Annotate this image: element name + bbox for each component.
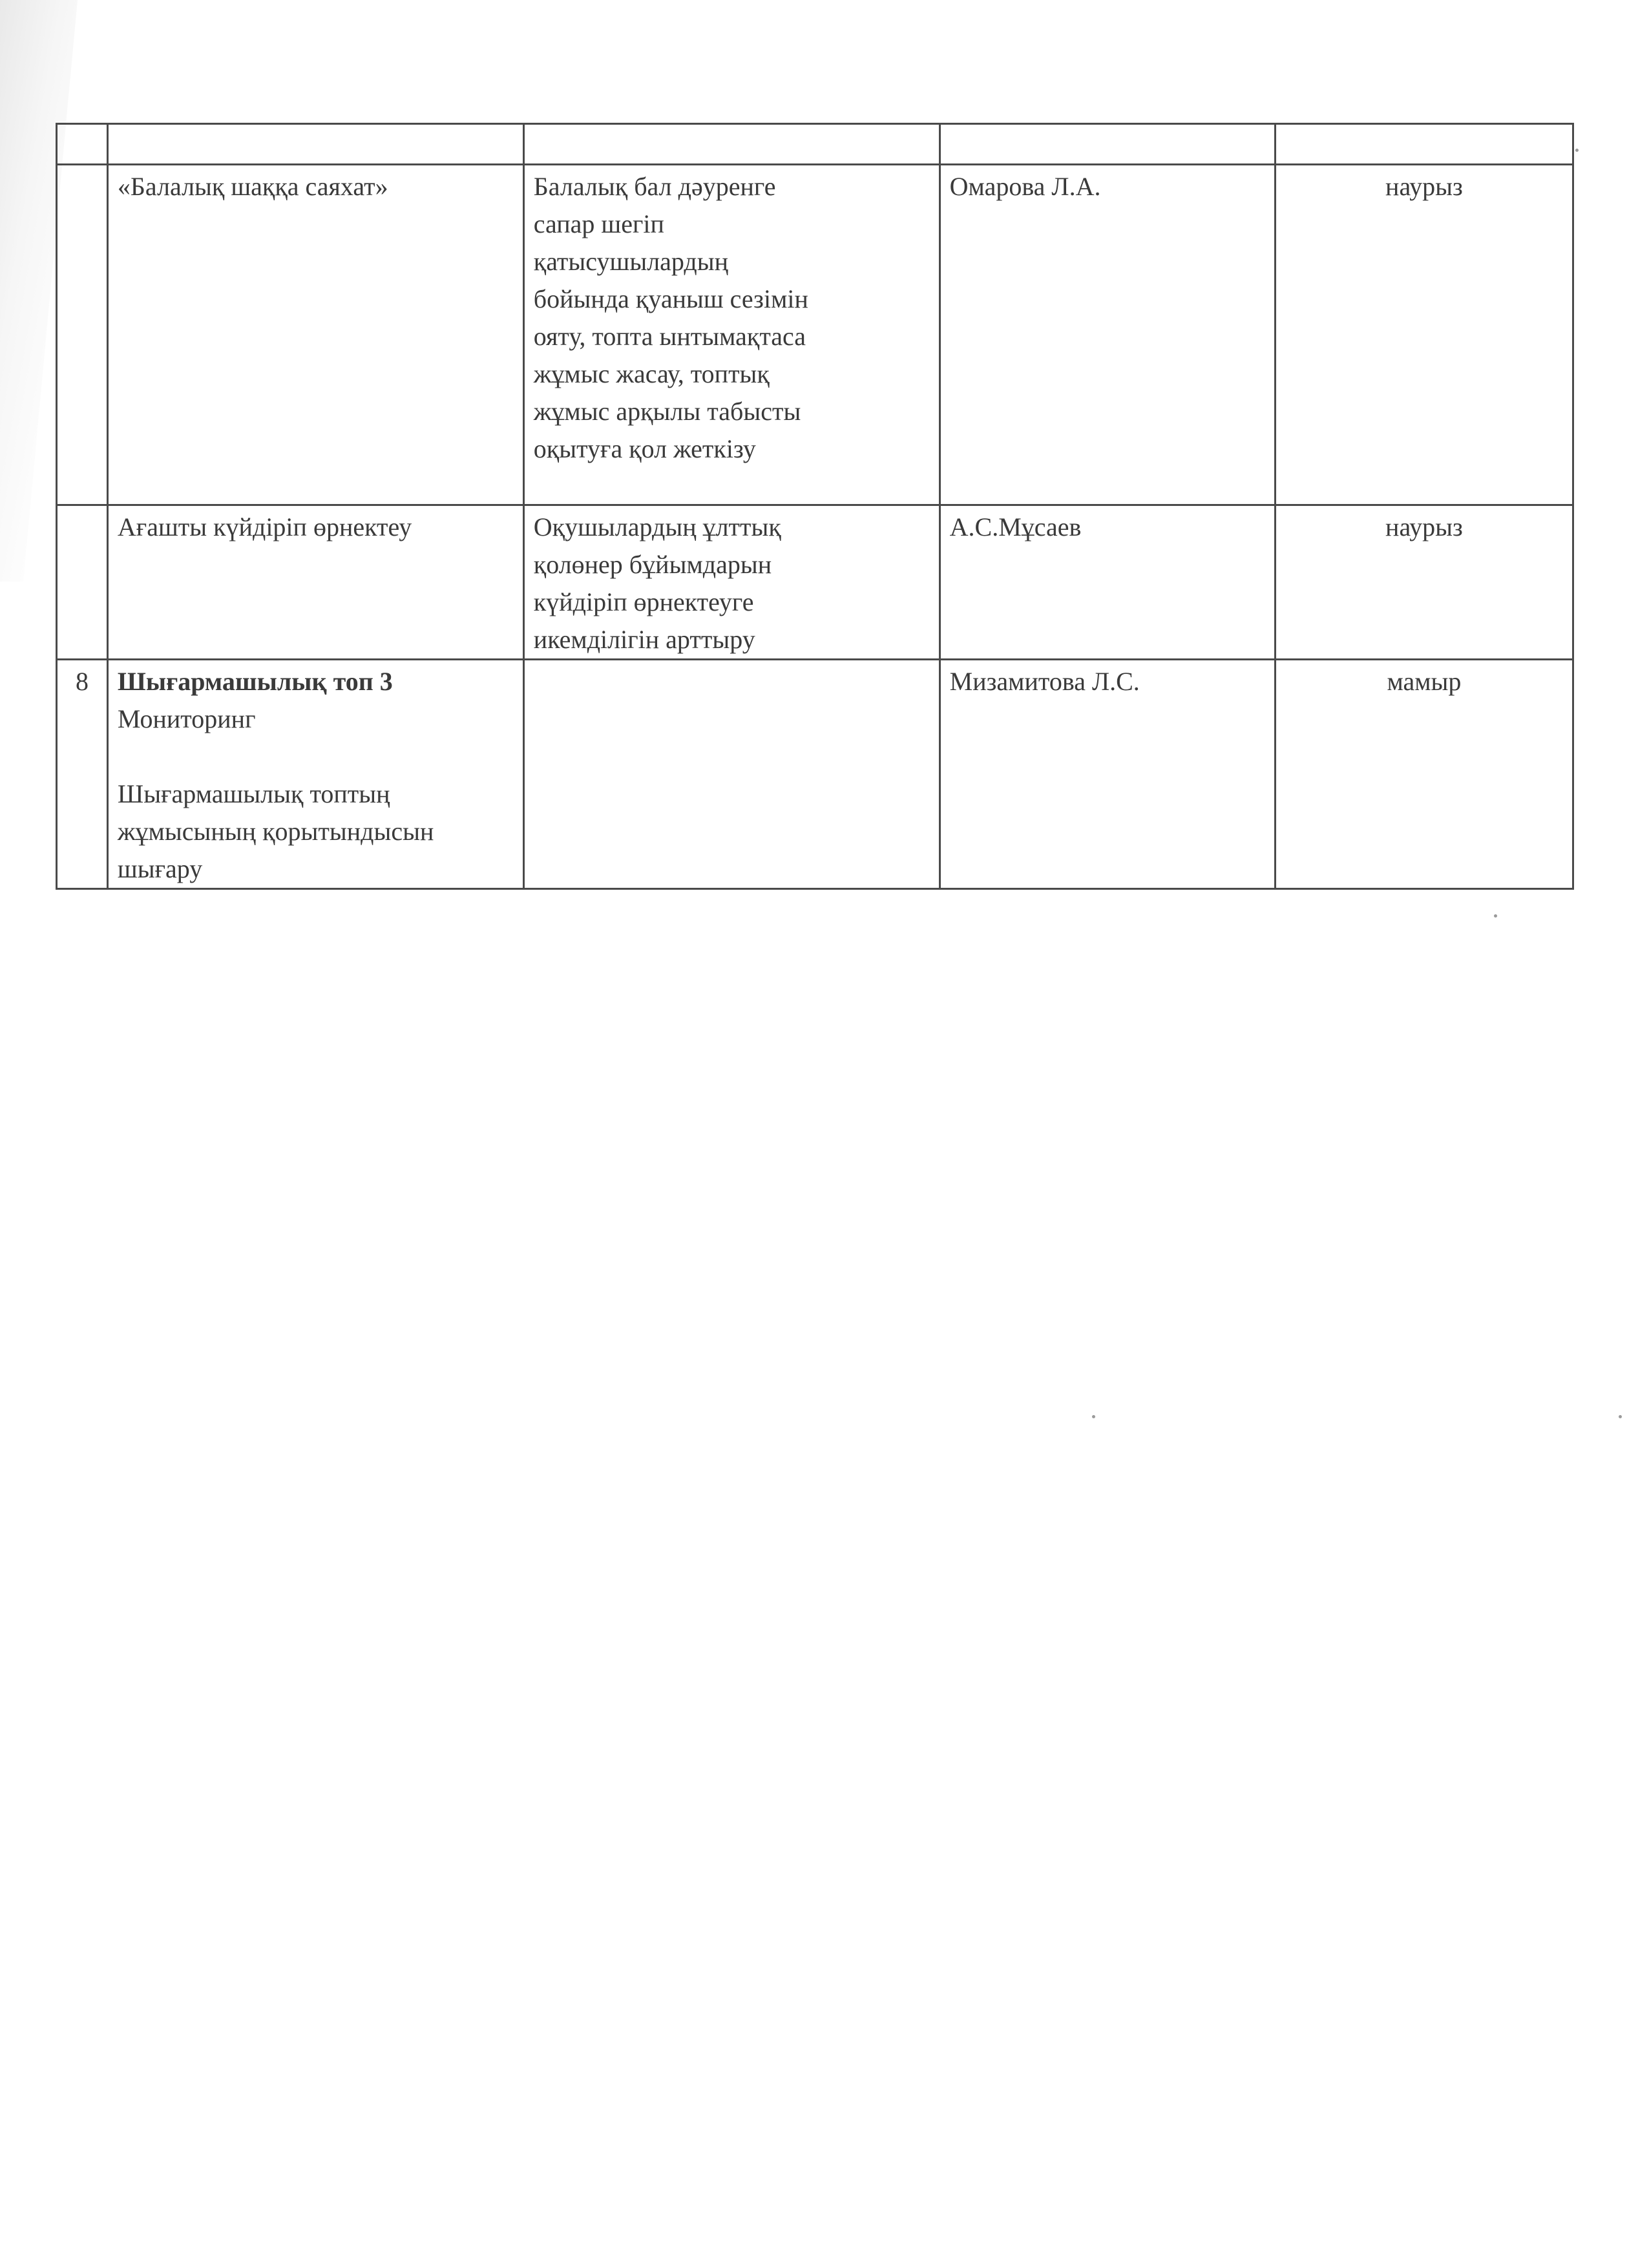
scan-speck bbox=[1619, 1415, 1622, 1418]
row-number-cell: 8 bbox=[57, 660, 108, 889]
goal-line: Балалық бал дәуренге bbox=[533, 172, 776, 201]
event-name-cell: «Балалық шаққа саяхат» bbox=[107, 165, 523, 505]
date-cell: наурыз bbox=[1275, 165, 1573, 505]
table-row bbox=[57, 165, 1573, 505]
goal-cell bbox=[523, 660, 940, 889]
event-line: жұмысының қорытындысын bbox=[117, 817, 434, 846]
responsible-cell: А.С.Мұсаев bbox=[940, 505, 1275, 660]
goal-line: күйдіріп өрнектеуге bbox=[533, 587, 754, 616]
goal-line: ояту, топта ынтымақтаса bbox=[533, 322, 806, 351]
table-cell bbox=[1275, 124, 1573, 165]
row-number-cell bbox=[57, 165, 108, 505]
event-name-cell: Ағашты күйдіріп өрнектеу bbox=[107, 505, 523, 660]
event-title: Шығармашылық топ 3 bbox=[117, 667, 393, 696]
responsible-cell: Мизамитова Л.С. bbox=[940, 660, 1275, 889]
responsible-cell: Омарова Л.А. bbox=[940, 165, 1275, 505]
goal-line: қолөнер бұйымдарын bbox=[533, 550, 772, 579]
goal-line: қатысушылардың bbox=[533, 247, 729, 276]
goal-line: икемділігін арттыру bbox=[533, 625, 755, 654]
goal-cell bbox=[523, 505, 940, 660]
goal-line: Оқушылардың ұлттық bbox=[533, 512, 781, 541]
plan-table bbox=[56, 123, 1574, 890]
goal-line: оқытуға қол жеткізу bbox=[533, 434, 756, 463]
event-name-cell bbox=[107, 660, 523, 889]
goal-line: жұмыс жасау, топтық bbox=[533, 359, 770, 388]
goal-cell bbox=[523, 165, 940, 505]
date-cell: мамыр bbox=[1275, 660, 1573, 889]
table-row-blank bbox=[57, 124, 1573, 165]
table-cell bbox=[523, 124, 940, 165]
event-line: Шығармашылық топтың bbox=[117, 779, 390, 808]
goal-line: сапар шегіп bbox=[533, 209, 664, 238]
scan-speck bbox=[1575, 149, 1579, 152]
scan-speck bbox=[1092, 1415, 1095, 1418]
row-number-cell bbox=[57, 505, 108, 660]
event-subtitle: Мониторинг bbox=[117, 704, 256, 733]
goal-line: жұмыс арқылы табысты bbox=[533, 397, 801, 426]
table-row bbox=[57, 660, 1573, 889]
event-line: шығару bbox=[117, 854, 203, 883]
table-cell bbox=[57, 124, 108, 165]
scan-speck bbox=[1494, 914, 1497, 918]
table-row bbox=[57, 505, 1573, 660]
spacer bbox=[118, 738, 514, 775]
date-cell: наурыз bbox=[1275, 505, 1573, 660]
table-cell bbox=[940, 124, 1275, 165]
table-cell bbox=[107, 124, 523, 165]
goal-line: бойында қуаныш сезімін bbox=[533, 284, 808, 313]
